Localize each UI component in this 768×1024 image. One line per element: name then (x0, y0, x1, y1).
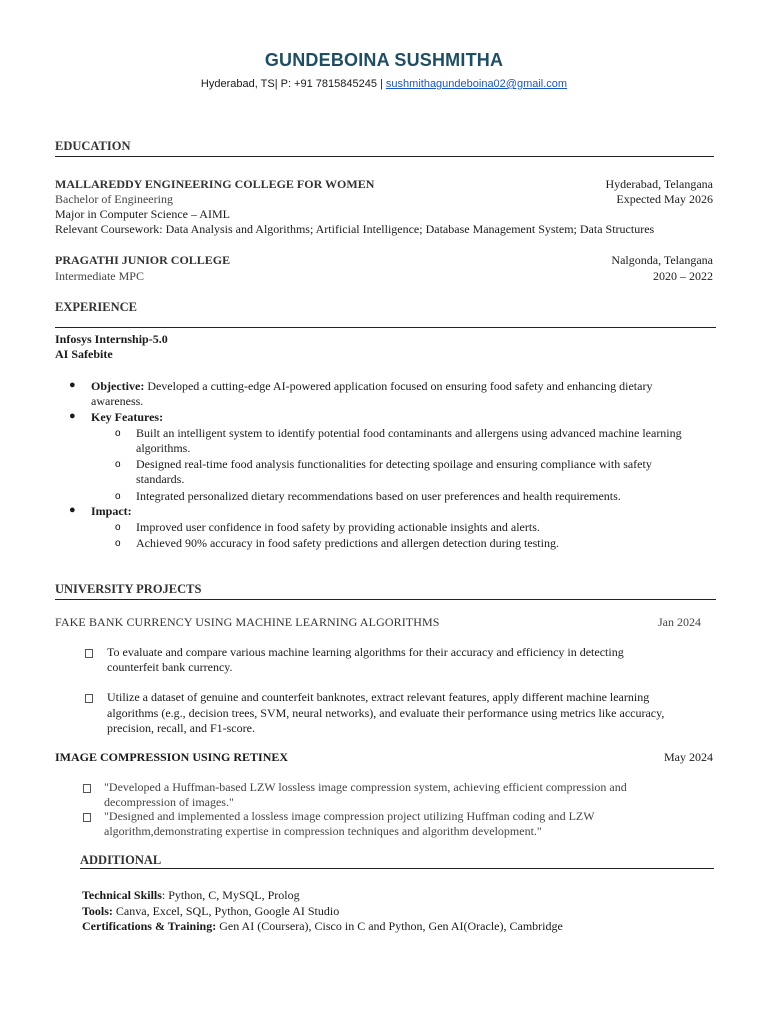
candidate-name: GUNDEBOINA SUSHMITHA (264, 50, 504, 70)
checkbox-bullet-icon (85, 694, 93, 703)
bullet-icon: ● (69, 379, 76, 391)
objective-text-cont: awareness. (91, 394, 144, 408)
project2-bullet1-cont: decompression of images." (104, 795, 234, 809)
contact-details: Hyderabad, TS| P: +91 7815845245 | (200, 78, 386, 90)
features-label: Key Features: (91, 410, 164, 424)
impact-label: Impact: (91, 504, 132, 518)
project1-bullet2-cont2: precision, recall, and F1-score. (107, 721, 255, 735)
college2-location: Nalgonda, Telangana (611, 253, 713, 267)
project2-date: May 2024 (664, 750, 713, 764)
project1-date: Jan 2024 (658, 615, 701, 629)
additional-rule (80, 868, 714, 869)
skills-line (82, 888, 300, 904)
checkbox-bullet-icon (83, 784, 91, 793)
feature2-text: Designed real-time food analysis functionalities for detecting spoilage and ensuring compliance with safety (136, 457, 652, 471)
objective-label: Objective: (91, 379, 145, 393)
college2-degree: Intermediate MPC (55, 269, 144, 283)
projects-heading: UNIVERSITY PROJECTS (55, 582, 202, 596)
tools-value: Canva, Excel, SQL, Python, Google AI Studio (112, 904, 340, 918)
college1-location: Hyderabad, Telangana (605, 177, 713, 191)
education-heading: EDUCATION (55, 139, 131, 153)
circle-bullet-icon: o (115, 538, 121, 549)
tools-line (82, 904, 339, 920)
circle-bullet-icon: o (115, 428, 121, 439)
circle-bullet-icon: o (115, 522, 121, 533)
impact1-text: Improved user confidence in food safety by providing actionable insights and alerts. (136, 520, 540, 534)
certs-label: Certifications & Training: (82, 919, 217, 933)
project1-bullet1: To evaluate and compare various machine learning algorithms for their accuracy and efficiency in detecting (107, 645, 624, 659)
college1-name: MALLAREDDY ENGINEERING COLLEGE FOR WOMEN (55, 177, 375, 191)
project1-bullet2: Utilize a dataset of genuine and counterfeit banknotes, extract relevant features, apply different machine learning (107, 690, 650, 704)
certs-value: Gen AI (Coursera), Cisco in C and Python, Gen AI(Oracle), Cambridge (216, 919, 563, 933)
certs-line (82, 919, 563, 935)
additional-heading: ADDITIONAL (80, 853, 162, 867)
college1-date: Expected May 2026 (616, 192, 713, 206)
project2-bullet2: "Designed and implemented a lossless image compression project utilizing Huffman coding and LZW (104, 809, 595, 823)
email-link[interactable]: sushmithagundeboina02@gmail.com (385, 78, 568, 90)
project2-bullet1: "Developed a Huffman-based LZW lossless image compression system, achieving efficient compression and (104, 780, 627, 794)
college2-date: 2020 – 2022 (653, 269, 713, 283)
bullet-icon: ● (69, 410, 76, 422)
project2-bullet2-cont: algorithm,demonstrating expertise in compression techniques and algorithm development." (104, 824, 542, 838)
experience-org: Infosys Internship-5.0 (55, 332, 168, 346)
skills-label: Technical Skills (82, 888, 162, 902)
tools-label: Tools: (82, 904, 113, 918)
feature1-text-cont: algorithms. (136, 441, 191, 455)
contact-line (0, 78, 768, 90)
project1-bullet2-cont: algorithms (e.g., decision trees, SVM, neural networks), and evaluate their performance using metrics like accuracy, (107, 706, 665, 720)
circle-bullet-icon: o (115, 459, 121, 470)
feature3-text: Integrated personalized dietary recommendations based on user preferences and health requirements. (136, 489, 621, 503)
college1-coursework: Relevant Coursework: Data Analysis and Algorithms; Artificial Intelligence; Database Management System; Data Structures (55, 222, 655, 236)
project1-bullet1-cont: counterfeit bank currency. (107, 660, 233, 674)
objective-item (91, 379, 652, 395)
college1-major: Major in Computer Science – AIML (55, 207, 230, 221)
circle-bullet-icon: o (115, 491, 121, 502)
project1-title: FAKE BANK CURRENCY USING MACHINE LEARNING ALGORITHMS (55, 615, 440, 629)
feature2-text-cont: standards. (136, 472, 185, 486)
skills-value: : Python, C, MySQL, Prolog (161, 888, 300, 902)
college2-name: PRAGATHI JUNIOR COLLEGE (55, 253, 231, 267)
impact2-text: Achieved 90% accuracy in food safety predictions and allergen detection during testing. (136, 536, 559, 550)
checkbox-bullet-icon (85, 649, 93, 658)
projects-rule (55, 599, 716, 600)
experience-rule (55, 327, 716, 328)
objective-text: Developed a cutting-edge AI-powered application focused on ensuring food safety and enhancing dietary (144, 379, 653, 393)
college1-degree: Bachelor of Engineering (55, 192, 173, 206)
project2-title: IMAGE COMPRESSION USING RETINEX (55, 750, 289, 764)
education-rule (55, 156, 714, 157)
feature1-text: Built an intelligent system to identify potential food contaminants and allergens using advanced machine learning (136, 426, 682, 440)
experience-heading: EXPERIENCE (55, 300, 137, 314)
bullet-icon: ● (69, 504, 76, 516)
experience-project: AI Safebite (55, 347, 113, 361)
checkbox-bullet-icon (83, 813, 91, 822)
